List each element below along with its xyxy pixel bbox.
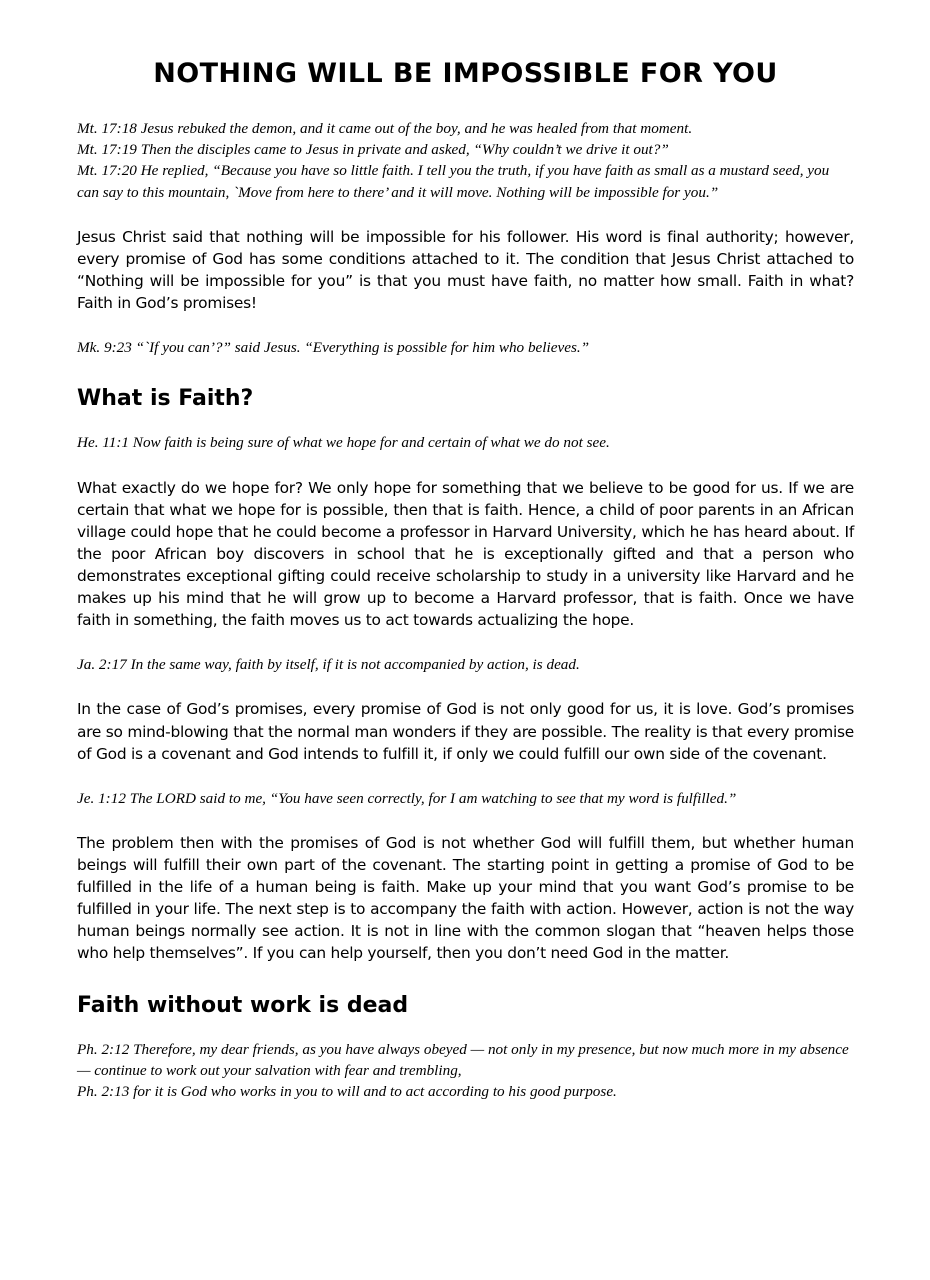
paragraph-2: What exactly do we hope for? We only hope for something that we believe to be good for us. If we are certain that what we hope for is possible, then that is faith. Hence, a child of poor parents in an African village could hope that he could become a professor in Harvard University, which he has heard about. If the poor African boy discovers in school that he is exceptionally gifted and that a person who demonstrates exceptional gifting could receive scholarship to study in a university like Harvard and he makes up his mind that he will grow up to become a Harvard professor, that is faith. Once we have faith in something, the faith moves us to act towards actualizing the hope. <box>77 478 854 630</box>
verse-mt-17-20: Mt. 17:20 He replied, “Because you have so little faith. I tell you the truth, if you have faith as small as a mustard seed, you can say to this mountain, `Move from here to there’ and it will move. Nothing will be impossible for you.” <box>77 162 830 201</box>
verse-ph-2-12: Ph. 2:12 Therefore, my dear friends, as you have always obeyed — not only in my presence, but now much more in my absence — continue to work out your salvation with fear and trembling, <box>77 1040 849 1079</box>
verse-text: Mk. 9:23 “`If you can’?” said Jesus. “Everything is possible for him who believes.” <box>77 339 590 357</box>
page-title: NOTHING WILL BE IMPOSSIBLE FOR YOU <box>153 58 778 89</box>
verse-mt-17-18: Mt. 17:18 Jesus rebuked the demon, and it came out of the boy, and he was healed from that moment. <box>77 120 693 137</box>
paragraph-4: The problem then with the promises of God is not whether God will fulfill them, but whether human beings will fulfill their own part of the covenant. The starting point in getting a promise of God to be fulfilled in the life of a human being is faith. Make up your mind that you want God’s promise to be fulfilled in your life. The next step is to accompany the faith with action. However, action is not the way human beings normally see action. It is not in line with the common slogan that “heaven helps those who help themselves”. If you can help yourself, then you don’t need God in the matter. <box>77 833 854 963</box>
heading-what-is-faith: What is Faith? <box>77 386 254 412</box>
document-page <box>77 56 854 1102</box>
verse-mk-9-23 <box>77 337 854 358</box>
verse-ph-2-13: Ph. 2:13 for it is God who works in you to will and to act according to his good purpose. <box>77 1082 617 1100</box>
heading-faith-without-work: Faith without work is dead <box>77 992 409 1018</box>
paragraph-3: In the case of God’s promises, every promise of God is not only good for us, it is love. God’s promises are so mind-blowing that the normal man wonders if they are possible. The reality is that every promise of God is a covenant and God intends to fulfill it, if only we could fulfill our own side of the covenant. <box>77 700 854 763</box>
verse-mt-17-19: Mt. 17:19 Then the disciples came to Jesus in private and asked, “Why couldn’t we drive it out?” <box>77 141 669 159</box>
verse-je-1-12 <box>77 788 854 809</box>
intro-verses <box>77 118 854 203</box>
verse-text: Je. 1:12 The LORD said to me, “You have seen correctly, for I am watching to see that my word is fulfilled.” <box>77 789 737 807</box>
final-verses <box>77 1039 854 1103</box>
verse-text: He. 11:1 Now faith is being sure of what we hope for and certain of what we do not see. <box>77 434 610 452</box>
verse-he-11-1 <box>77 432 854 453</box>
verse-text: Ja. 2:17 In the same way, faith by itself, if it is not accompanied by action, is dead. <box>77 656 580 674</box>
paragraph-1: Jesus Christ said that nothing will be impossible for his follower. His word is final authority; however, every promise of God has some conditions attached to it. The condition that Jesus Christ attached to “Nothing will be impossible for you” is that you must have faith, no matter how small. Faith in what? Faith in God’s promises! <box>77 227 854 313</box>
verse-ja-2-17 <box>77 654 854 675</box>
